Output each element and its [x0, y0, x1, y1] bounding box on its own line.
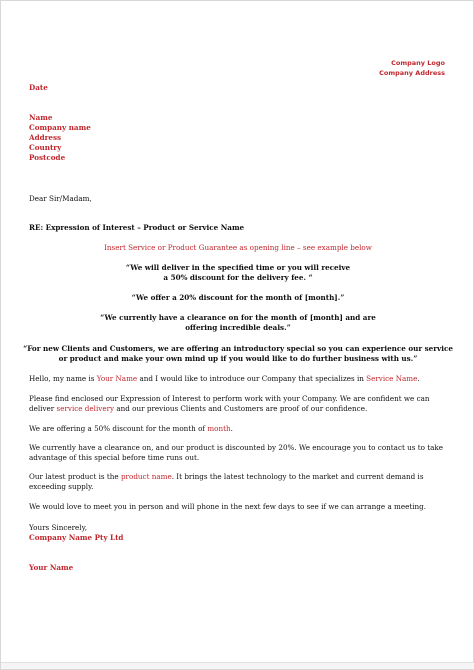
- company-signoff: Company Name Pty Ltd: [29, 533, 124, 542]
- month-placeholder: month: [207, 424, 231, 433]
- quote-line: offering incredible deals.”: [185, 323, 291, 332]
- service-name-placeholder: Service Name: [366, 374, 418, 383]
- discount-paragraph: We are offering a 50% discount for the month of month.: [29, 424, 233, 433]
- quote-discount-offer: “We offer a 20% discount for the month of [month].”: [131, 293, 345, 302]
- intro-paragraph: Hello, my name is Your Name and I would like to introduce our Company that specializes in Service Name.: [29, 374, 420, 383]
- subject-line: RE: Expression of Interest – Product or Service Name: [29, 223, 245, 232]
- date-field: Date: [29, 83, 48, 92]
- recipient-company-name: Company name: [29, 123, 91, 132]
- recipient-postcode: Postcode: [29, 153, 66, 162]
- quote-line: “We will deliver in the specified time or you will receive: [125, 263, 351, 272]
- quote-introductory-special: [1, 344, 474, 364]
- recipient-block: [29, 113, 91, 163]
- company-logo-text: Company Logo: [391, 59, 445, 67]
- closing: Yours Sincerely,: [29, 523, 87, 532]
- recipient-address: Address: [29, 133, 62, 142]
- salutation: Dear Sir/Madam,: [29, 194, 92, 203]
- page-bottom-edge: [1, 662, 474, 669]
- recipient-name: Name: [29, 113, 53, 122]
- meeting-paragraph: We would love to meet you in person and will phone in the next few days to see if we can arrange a meeting.: [29, 502, 427, 511]
- quote-line: “We currently have a clearance on for the month of [month] and are: [100, 313, 376, 322]
- clearance-paragraph: We currently have a clearance on, and our product is discounted by 20%. We encourage you to contact us to take advantage of this special before time runs out.: [29, 443, 444, 462]
- signature-name: Your Name: [29, 563, 74, 572]
- service-delivery-placeholder: service delivery: [56, 404, 115, 413]
- your-name-placeholder: Your Name: [96, 374, 138, 383]
- company-address-text: Company Address: [379, 68, 445, 77]
- product-paragraph: Our latest product is the product name. It brings the latest technology to the market and current demand is exceeding supply.: [29, 472, 424, 491]
- product-name-placeholder: product name: [120, 472, 172, 481]
- recipient-country: Country: [29, 143, 62, 152]
- quote-line: “For new Clients and Customers, we are offering an introductory special so you can experience our service: [23, 344, 453, 353]
- company-header: [379, 59, 445, 78]
- quote-delivery-guarantee: [1, 263, 474, 283]
- quote-line: or product and make your own mind up if you would like to do further business with us.”: [58, 354, 418, 363]
- expression-paragraph: Please find enclosed our Expression of Interest to perform work with your Company. We are confident we can deliver service delivery and our previous Clients and Customers are proof of our confidence.: [29, 394, 430, 413]
- opening-prompt: Insert Service or Product Guarantee as opening line – see example below: [104, 243, 372, 252]
- quote-line: a 50% discount for the delivery fee. “: [163, 273, 313, 282]
- quote-clearance-offer: [1, 313, 474, 333]
